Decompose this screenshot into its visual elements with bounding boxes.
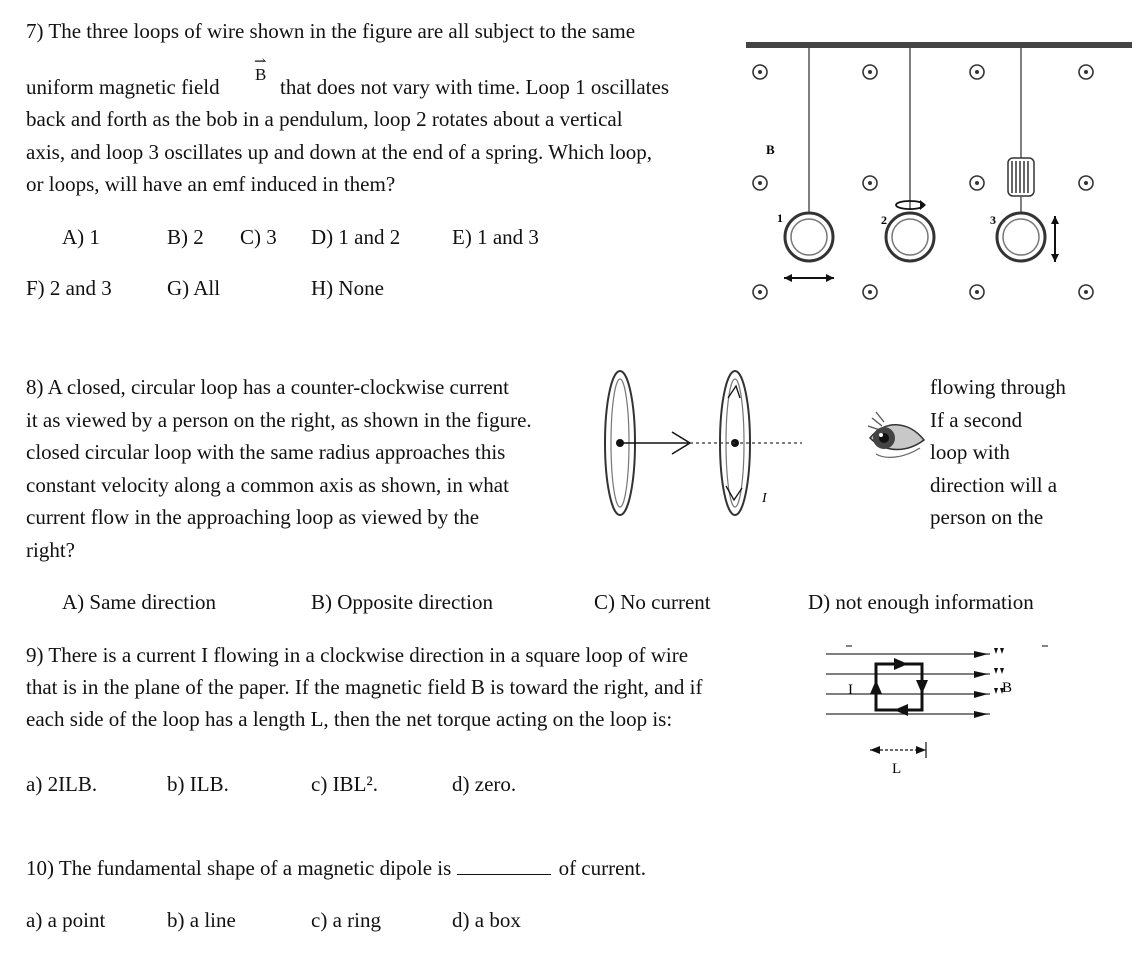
square-loop [876, 664, 922, 710]
loop-1 [785, 213, 833, 261]
q8-line5: current flow in the approaching loop as viewed by the [26, 505, 480, 529]
q9-line1: 9) There is a current I flowing in a clockwise direction in a square loop of wire [26, 643, 689, 667]
q9-choice-b[interactable]: b) ILB. [167, 772, 229, 796]
q8-choice-d[interactable]: D) not enough information [808, 590, 1034, 614]
q7-line4: axis, and loop 3 oscillates up and down at the end of a spring. Which loop, [26, 140, 652, 164]
q7-line5: or loops, will have an emf induced in them? [26, 172, 396, 196]
q8-line1: 8) A closed, circular loop has a counter-clockwise current [26, 375, 509, 399]
q9-choice-a[interactable]: a) 2ILB. [26, 772, 98, 796]
loop-1-label: 1 [777, 211, 783, 225]
loop-3 [997, 213, 1045, 261]
loop-2 [886, 213, 934, 261]
q8-line3: closed circular loop with the same radius approaches this [26, 440, 506, 464]
q8-line2: it as viewed by a person on the right, as shown in the figure. [26, 408, 532, 432]
q7-choice-e[interactable]: E) 1 and 3 [452, 225, 539, 249]
q7-line1: 7) The three loops of wire shown in the figure are all subject to the same [26, 19, 636, 43]
q10-text: 10) The fundamental shape of a magnetic dipole is [26, 856, 452, 880]
q8-right-line3: loop with [930, 440, 1010, 464]
loop-3-label: 3 [990, 213, 996, 227]
q8-choice-b[interactable]: B) Opposite direction [311, 590, 493, 614]
loop-2-label: 2 [881, 213, 887, 227]
q7-field-label: B [766, 142, 775, 157]
q10-choice-c[interactable]: c) a ring [311, 908, 381, 932]
q7-choice-g[interactable]: G) All [167, 276, 221, 300]
q7-choice-d[interactable]: D) 1 and 2 [311, 225, 401, 249]
q7-line2b: that does not vary with time. Loop 1 oscillates [280, 75, 670, 99]
field-arrowheads [974, 651, 988, 718]
q9-current-label: I [848, 682, 853, 698]
q8-line4: constant velocity along a common axis as shown, in what [26, 473, 509, 497]
q8-right-line2: If a second [930, 408, 1023, 432]
q10-answer-blank[interactable] [457, 874, 551, 875]
q9-field-label: B [1002, 680, 1013, 696]
q7-choice-c[interactable]: C) 3 [240, 225, 277, 249]
q8-line6: right? [26, 538, 75, 562]
q8-right-line5: person on the [930, 505, 1044, 529]
q10-choice-b[interactable]: b) a line [167, 908, 236, 932]
q7-choice-a[interactable]: A) 1 [62, 225, 100, 249]
q9-figure [818, 640, 1048, 780]
q10-choice-d[interactable]: d) a box [452, 908, 521, 932]
eye-icon [862, 408, 932, 470]
q7-choice-h[interactable]: H) None [311, 276, 384, 300]
q8-right-line1: flowing through [930, 375, 1066, 399]
q8-choice-c[interactable]: C) No current [594, 590, 711, 614]
field-dots [753, 65, 1093, 299]
spring [1008, 158, 1034, 196]
q10-choice-a[interactable]: a) a point [26, 908, 106, 932]
q9-length-label: L [892, 761, 902, 777]
q9-choice-c[interactable]: c) IBL². [311, 772, 378, 796]
q7-line3: back and forth as the bob in a pendulum, loop 2 rotates about a vertical [26, 107, 623, 131]
q9-line2: that is in the plane of the paper. If the magnetic field B is toward the right, and if [26, 675, 703, 699]
ceiling-bar [746, 42, 1132, 48]
q9-choice-d[interactable]: d) zero. [452, 772, 517, 796]
q7-choice-b[interactable]: B) 2 [167, 225, 204, 249]
q7-choice-f[interactable]: F) 2 and 3 [26, 276, 112, 300]
q8-figure [590, 368, 820, 528]
q10-prompt [26, 858, 646, 879]
q7-line2a: uniform magnetic field [26, 75, 220, 99]
q8-right-line4: direction will a [930, 473, 1058, 497]
q8-current-label: I [762, 491, 767, 506]
b-vector-symbol: ⇀ B [254, 54, 267, 84]
q7-figure [740, 30, 1140, 320]
q10-text-after: of current. [558, 856, 647, 880]
q9-line3: each side of the loop has a length L, then the net torque acting on the loop is: [26, 707, 673, 731]
q8-choice-a[interactable]: A) Same direction [62, 590, 216, 614]
